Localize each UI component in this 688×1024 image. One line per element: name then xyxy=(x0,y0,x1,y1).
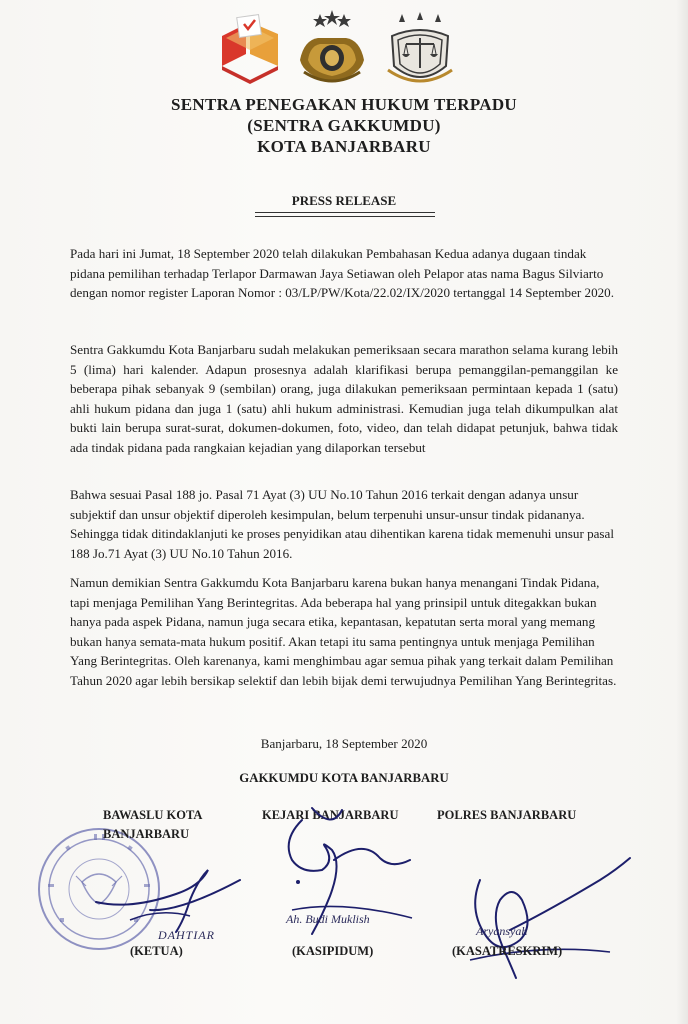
logo-row xyxy=(0,10,688,85)
police-emblem-logo-icon xyxy=(294,10,370,88)
header-line-3: KOTA BANJARBARU xyxy=(257,137,431,156)
signatory-role-3: (KASATRESKRIM) xyxy=(452,944,563,958)
paragraph-1: Pada hari ini Jumat, 18 September 2020 telah dilakukan Pembahasan Kedua adanya dugaan tindak pidana pemilihan terhadap Terlapor Darmawan Jaya Setiawan oleh Pelapor atas nama Bagus Silviarto dengan nomor register Laporan Nomor : 03/LP/PW/Kota/22.02/IX/2020 tertanggal 14 September 2020. xyxy=(70,246,615,301)
signature-name-1: DAHTIAR xyxy=(158,928,215,942)
signatory-org-line-1: POLRES BANJARBARU xyxy=(437,808,577,822)
signatory-bawaslu xyxy=(103,806,233,844)
organization-name: GAKKUMDU KOTA BANJARBARU xyxy=(239,771,449,785)
prosecutor-emblem-logo-icon xyxy=(384,10,456,90)
paragraph-2: Sentra Gakkumdu Kota Banjarbaru sudah melakukan pemeriksaan secara marathon selama kurang lebih 5 (lima) hari kalender. Adapun prosesnya adalah klarifikasi berupa pemanggilan-pemanggilan ke beberapa pihak sebanyak 9 (sembilan) orang, juga dilakukan pemeriksaan permintaan kepada 1 (satu) ahli hukum pidana dan juga 1 (satu) ahli hukum administrasi. Kemudian juga telah dikumpulkan alat bukti lain berupa surat-surat, dokumen-dokumen, foto, video, dan telah didapat petunjuk, bahwa tidak ada tindak pidana pada rangkaian kejadian yang dilaporkan tersebut xyxy=(70,342,618,455)
signatory-org-line-1: KEJARI BANJARBARU xyxy=(262,808,399,822)
title-double-underline xyxy=(255,212,435,217)
header-line-2: (SENTRA GAKKUMDU) xyxy=(247,116,441,135)
page-edge-shadow xyxy=(676,0,688,1024)
signature-name-3: Aryansyah xyxy=(476,924,528,938)
header-line-1: SENTRA PENEGAKAN HUKUM TERPADU xyxy=(170,95,518,114)
press-release-title: PRESS RELEASE xyxy=(291,193,397,208)
paragraph-3: Bahwa sesuai Pasal 188 jo. Pasal 71 Ayat (3) UU No.10 Tahun 2016 terkait dengan adanya unsur subjektif dan unsur objektif diperoleh kesimpulan, belum terpenuhi unsur-unsur tindak pidananya. Sehingga tidak ditindaklanjuti ke proses penyidikan atau dihentikan karena tidak memenuhi unsur pasal 188 Jo.71 Ayat (3) UU No.10 Tahun 2016. xyxy=(70,487,614,561)
official-stamp-icon xyxy=(36,826,162,952)
signatory-org-line-1: BAWASLU KOTA xyxy=(103,808,203,822)
signatory-org-line-2: BANJARBARU xyxy=(103,827,190,841)
paragraph-4: Namun demikian Sentra Gakkumdu Kota Banjarbaru karena bukan hanya menangani Tindak Pidana, tapi menjaga Pemilihan Yang Berintegritas. Ada beberapa hal yang prinsipil untuk ditegakkan bukan hanya pada aspek Pidana, namun juga secara etika, kepantasan, kepatutan serta moral yang memang bukan hanya semata-mata hukum positif. Akan tetapi itu sama pentingnya untuk menjaga Pemilihan Yang Berintegritas. Oleh karenanya, kami menghimbau agar semua pihak yang terkait dalam Pemilihan Tahun 2020 agar lebih bersikap selektif dan lebih bijak demi terwujudnya Pemilihan Yang Berintegritas. xyxy=(70,575,617,688)
signatory-polres xyxy=(437,806,607,825)
signatory-role-1: (KETUA) xyxy=(130,944,183,958)
signatory-kejari xyxy=(262,806,432,825)
election-ballot-logo-icon xyxy=(216,14,284,84)
place-date: Banjarbaru, 18 September 2020 xyxy=(260,736,428,751)
signature-name-2: Ah. Budi Muklish xyxy=(286,912,370,926)
signature-3-icon xyxy=(450,840,640,980)
document-header xyxy=(0,94,688,157)
signatory-role-2: (KASIPIDUM) xyxy=(292,944,374,958)
